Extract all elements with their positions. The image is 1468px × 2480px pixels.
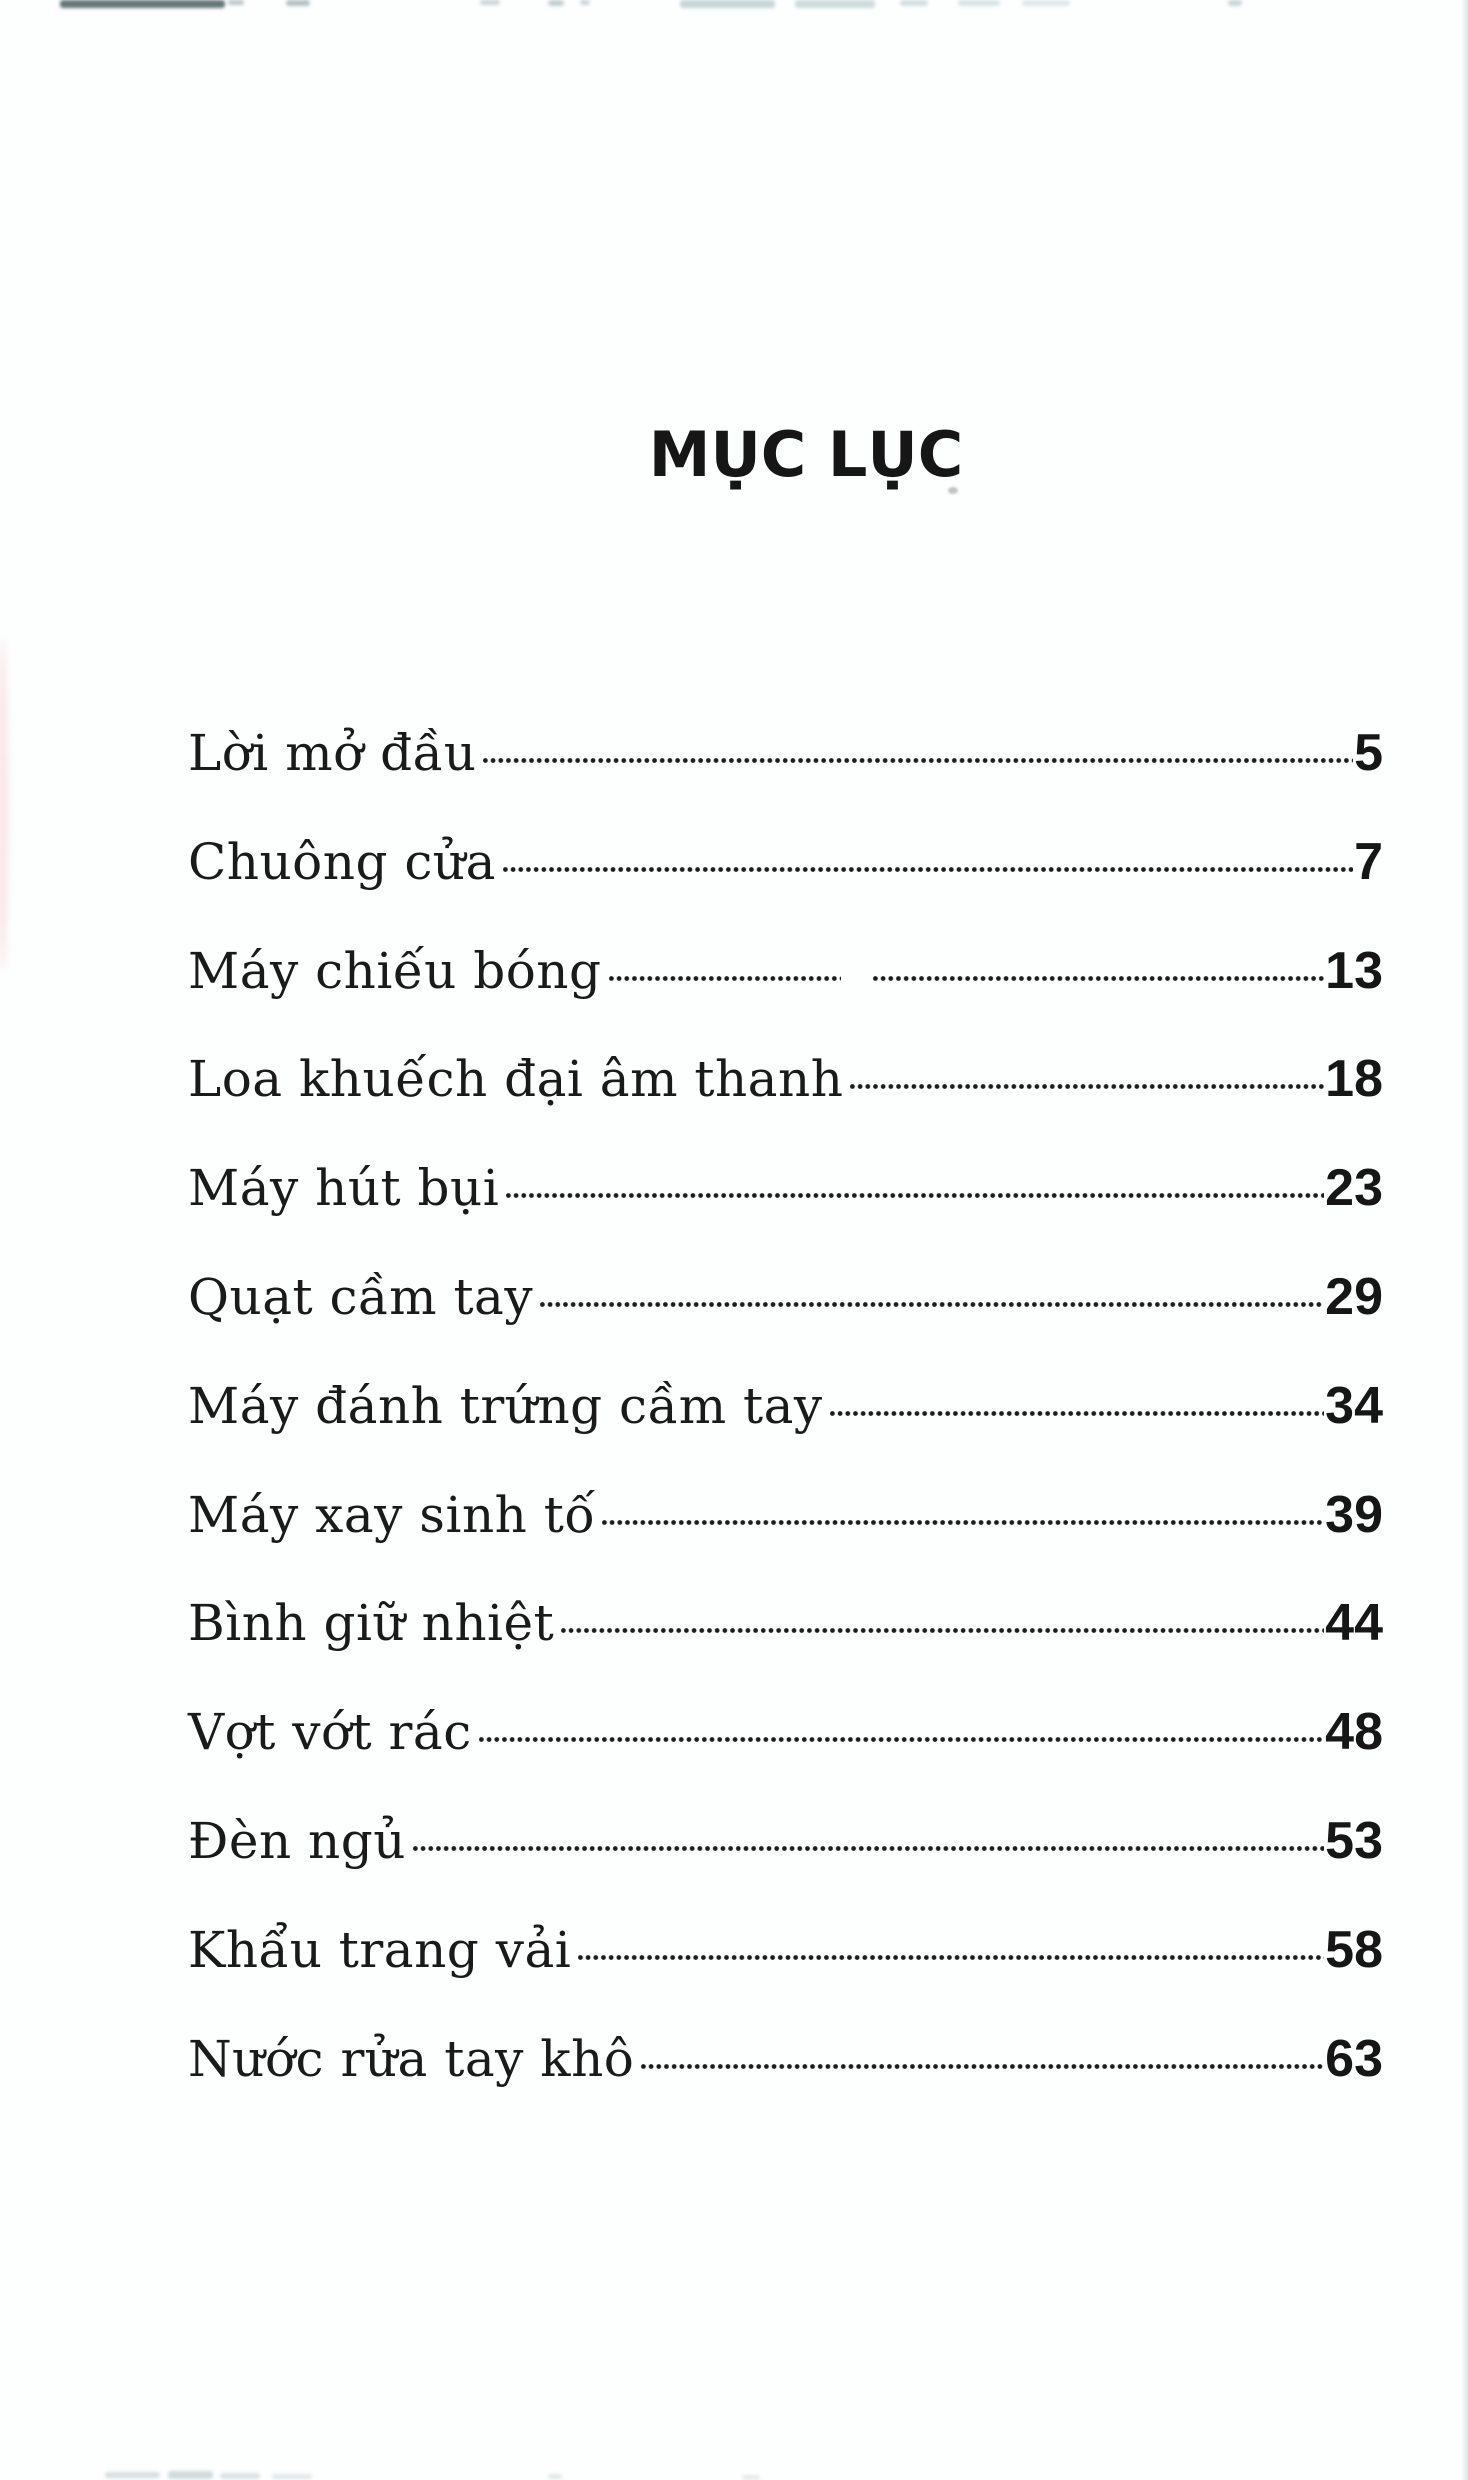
page-title: MỤC LỤC — [648, 418, 964, 491]
scan-smudge — [958, 0, 1000, 6]
dot-leader — [873, 976, 1324, 981]
dot-leader-gap — [842, 980, 872, 981]
toc-entry-title: Quạt cầm tay — [188, 1267, 534, 1326]
dot-leader — [602, 1520, 1324, 1525]
scan-smudge — [105, 2472, 160, 2478]
toc-entry-page: 29 — [1325, 1267, 1383, 1326]
toc-row — [188, 1689, 1383, 1798]
dot-leader — [483, 758, 1353, 763]
toc-entry-title: Loa khuếch đại âm thanh — [188, 1050, 844, 1109]
scan-smudge — [742, 2475, 760, 2480]
toc-row — [188, 1907, 1383, 2016]
dot-leader — [830, 1411, 1324, 1416]
toc-entry-page: 7 — [1354, 832, 1383, 891]
dot-leader — [413, 1846, 1324, 1851]
toc-entry-title: Máy chiếu bóng — [188, 941, 602, 1000]
toc-entry-page: 5 — [1354, 724, 1383, 782]
scan-pink-smear — [0, 640, 8, 970]
scan-smudge — [548, 0, 564, 6]
toc-row — [188, 819, 1383, 928]
toc-entry-page: 63 — [1325, 2029, 1383, 2088]
toc-row — [188, 1145, 1383, 1254]
toc-row — [188, 1036, 1383, 1145]
toc-entry-title: Lời mở đầu — [188, 724, 477, 782]
toc-entry-page: 48 — [1325, 1703, 1383, 1762]
scan-smudge — [228, 0, 244, 5]
dot-leader — [578, 1955, 1324, 1960]
toc-entry-page: 34 — [1325, 1376, 1383, 1435]
toc-row — [188, 2016, 1383, 2125]
scan-smudge — [580, 0, 590, 5]
toc-entry-page: 58 — [1325, 1920, 1383, 1979]
toc-entry-title: Khẩu trang vải — [188, 1920, 572, 1979]
toc-entry-title: Chuông cửa — [188, 832, 496, 891]
scan-smudge — [900, 0, 928, 6]
toc-entry-title: Máy xay sinh tố — [188, 1485, 596, 1544]
dot-leader — [503, 867, 1353, 872]
toc-entry-title: Bình giữ nhiệt — [188, 1594, 555, 1653]
scan-smudge — [220, 2473, 260, 2479]
toc-row — [188, 928, 1383, 1037]
toc-entry-title: Máy hút bụi — [188, 1159, 500, 1218]
toc-entry-title: Vợt vớt rác — [188, 1703, 472, 1762]
scan-smudge — [1022, 0, 1070, 6]
toc-entry-page: 13 — [1325, 941, 1383, 1000]
toc-row — [188, 1798, 1383, 1907]
scan-smudge — [548, 2474, 562, 2479]
scan-smudge — [680, 0, 775, 8]
dot-leader — [479, 1737, 1324, 1742]
toc-entry-page: 18 — [1325, 1050, 1383, 1109]
scan-smudge — [480, 0, 500, 5]
scan-smudge — [272, 2474, 312, 2479]
toc-row — [188, 710, 1383, 819]
toc-entry-page: 44 — [1325, 1594, 1383, 1653]
dot-leader — [609, 976, 841, 981]
dot-leader — [850, 1084, 1324, 1089]
toc-row — [188, 1254, 1383, 1363]
toc-row — [188, 1580, 1383, 1689]
toc-entry-page: 53 — [1325, 1811, 1383, 1870]
scan-smudge — [60, 0, 225, 8]
toc-entry-title: Đèn ngủ — [188, 1811, 406, 1870]
scan-edge-line — [1461, 0, 1468, 2480]
toc-entry-title: Máy đánh trứng cầm tay — [188, 1376, 823, 1435]
scan-smudge — [795, 0, 875, 8]
toc-row — [188, 1363, 1383, 1472]
scan-smudge — [168, 2471, 213, 2479]
toc-list — [188, 710, 1383, 2124]
scan-smudge — [286, 0, 310, 6]
toc-row — [188, 1472, 1383, 1581]
scan-smudge — [1228, 0, 1242, 6]
toc-entry-page: 23 — [1325, 1159, 1383, 1218]
toc-entry-title: Nước rửa tay khô — [188, 2029, 635, 2088]
toc-entry-page: 39 — [1325, 1485, 1383, 1544]
dot-leader — [641, 2064, 1324, 2069]
dot-leader — [561, 1628, 1324, 1633]
dot-leader — [540, 1302, 1324, 1307]
dot-leader — [506, 1193, 1324, 1198]
